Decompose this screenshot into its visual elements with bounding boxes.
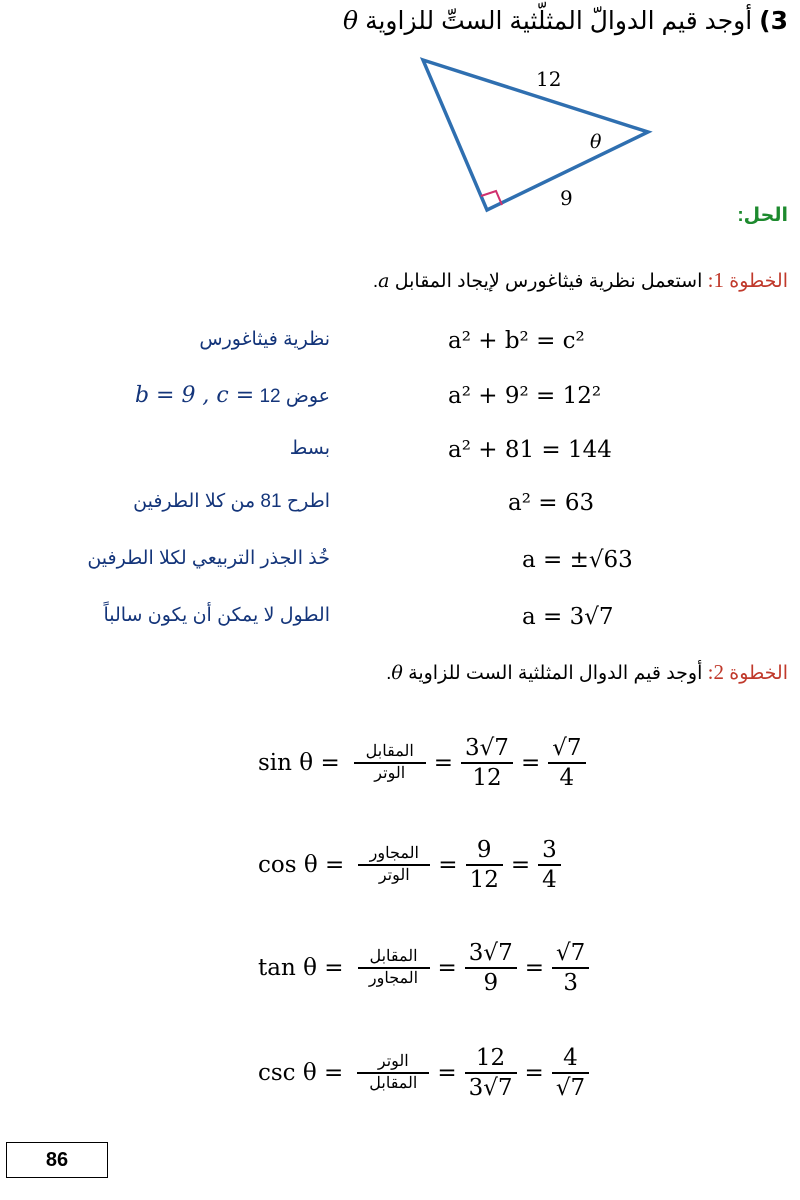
numerator: 4 bbox=[563, 1044, 578, 1071]
derivation-reason: خُذ الجذر التربيعي لكلا الطرفين bbox=[87, 548, 330, 569]
simplified-fraction bbox=[548, 734, 585, 793]
numerator: 9 bbox=[476, 836, 492, 863]
derivation-row bbox=[0, 547, 800, 587]
numerator: √7 bbox=[556, 939, 586, 966]
value-fraction bbox=[461, 734, 513, 793]
trig-function: tan θ = bbox=[258, 955, 344, 981]
step1-number: 1: bbox=[707, 268, 725, 292]
solution-label: الحل: bbox=[737, 205, 788, 226]
numerator: 12 bbox=[475, 1044, 506, 1071]
step2-text: أوجد قيم الدوال المثلثية الست للزاوية bbox=[408, 663, 703, 684]
derivation-math: a² + 9² = 12² bbox=[448, 383, 602, 409]
simplified-fraction bbox=[538, 836, 561, 895]
numerator: 3 bbox=[542, 836, 557, 863]
trig-ratio-sin: sin θ = $\frac{\text{المقابل}}{\text{الوتر}}$ = $\frac{3√7}{12}$ = $\frac{√7}{4}$ bbox=[258, 723, 594, 803]
trig-ratio-csc: csc θ = $\frac{\text{الوتر}}{\text{المقابل}}$ = $\frac{12}{3√7}$ = $\frac{4}{√7}$ bbox=[258, 1033, 597, 1113]
substitution-values: b = 9 , c = bbox=[134, 383, 255, 408]
step2-number: 2: bbox=[707, 660, 725, 684]
question-symbol: θ bbox=[343, 6, 359, 35]
angle-label: θ bbox=[590, 131, 602, 153]
derivation-reason: بسط bbox=[289, 438, 330, 459]
hypotenuse-label: 12 bbox=[536, 67, 562, 91]
triangle-figure bbox=[400, 50, 670, 220]
word-numerator: المقابل bbox=[369, 948, 418, 966]
word-denominator: الوتر bbox=[374, 764, 406, 782]
step1-var: a bbox=[378, 270, 390, 292]
word-fraction bbox=[354, 742, 426, 784]
word-numerator: المجاور bbox=[369, 845, 419, 863]
word-numerator: الوتر bbox=[377, 1053, 409, 1071]
step1-text: استعمل نظرية فيثاغورس لإيجاد المقابل bbox=[394, 271, 703, 292]
word-denominator: المجاور bbox=[368, 969, 419, 987]
derivation-row bbox=[0, 604, 800, 644]
numerator: √7 bbox=[552, 734, 582, 761]
trig-ratio-tan: tan θ = $\frac{\text{المقابل}}{\text{المجاور}}$ = $\frac{3√7}{9}$ = $\frac{√7}{3}$ bbox=[258, 928, 597, 1008]
value-fraction bbox=[465, 939, 517, 998]
derivation-reason: نظرية فيثاغورس bbox=[199, 329, 330, 350]
numerator: 3√7 bbox=[465, 734, 509, 761]
adjacent-label: 9 bbox=[560, 186, 573, 210]
trig-function: sin θ = bbox=[258, 750, 340, 776]
step1-end: . bbox=[372, 271, 379, 292]
step2-heading bbox=[386, 660, 788, 685]
denominator: 12 bbox=[472, 764, 502, 791]
derivation-math: a² + 81 = 144 bbox=[448, 437, 612, 463]
word-fraction bbox=[357, 1052, 429, 1094]
step1-label: الخطوة bbox=[729, 271, 788, 292]
word-denominator: المقابل bbox=[369, 1074, 418, 1092]
denominator: 9 bbox=[483, 969, 499, 996]
denominator: 12 bbox=[469, 866, 499, 893]
denominator: 4 bbox=[542, 866, 557, 893]
denominator: 3 bbox=[563, 969, 578, 996]
question-number: 3) bbox=[759, 6, 788, 35]
derivation-reason-with-prefix bbox=[135, 383, 330, 408]
derivation-reason: اطرح 81 من كلا الطرفين bbox=[133, 491, 330, 512]
derivation-row bbox=[0, 490, 800, 530]
page-number: 86 bbox=[6, 1142, 108, 1178]
derivation-math: a² = 63 bbox=[508, 490, 595, 516]
denominator: 3√7 bbox=[468, 1074, 513, 1101]
derivation-math: a = 3√7 bbox=[522, 604, 614, 630]
word-denominator: الوتر bbox=[378, 866, 410, 884]
derivation-row bbox=[0, 437, 800, 477]
question-title bbox=[343, 6, 788, 36]
trig-ratio-cos: cos θ = $\frac{\text{المجاور}}{\text{الوتر}}$ = $\frac{9}{12}$ = $\frac{3}{4}$ bbox=[258, 825, 569, 905]
word-numerator: المقابل bbox=[365, 743, 414, 761]
word-fraction bbox=[358, 947, 430, 989]
derivation-row bbox=[0, 328, 800, 368]
derivation-row bbox=[0, 383, 800, 423]
step1-heading bbox=[373, 268, 788, 293]
step2-end: . bbox=[386, 663, 392, 684]
trig-function: cos θ = bbox=[258, 852, 345, 878]
denominator: 4 bbox=[559, 764, 575, 791]
word-fraction bbox=[358, 844, 430, 886]
denominator: √7 bbox=[555, 1074, 586, 1101]
simplified-fraction bbox=[552, 1044, 589, 1103]
value-fraction bbox=[465, 1044, 517, 1103]
derivation-math: a² + b² = c² bbox=[448, 328, 585, 354]
question-text: أوجد قيم الدوالّ المثلّثية الستِّ للزاوية bbox=[365, 7, 753, 35]
value-fraction bbox=[466, 836, 503, 895]
derivation-math: a = ±√63 bbox=[522, 547, 633, 573]
simplified-fraction bbox=[552, 939, 589, 998]
derivation-reason: عوض 12 bbox=[259, 386, 330, 407]
step2-var: θ bbox=[391, 662, 403, 684]
step2-label: الخطوة bbox=[729, 663, 788, 684]
derivation-reason: الطول لا يمكن أن يكون سالباً bbox=[103, 605, 330, 626]
numerator: 3√7 bbox=[468, 939, 513, 966]
trig-function: csc θ = bbox=[258, 1060, 344, 1086]
